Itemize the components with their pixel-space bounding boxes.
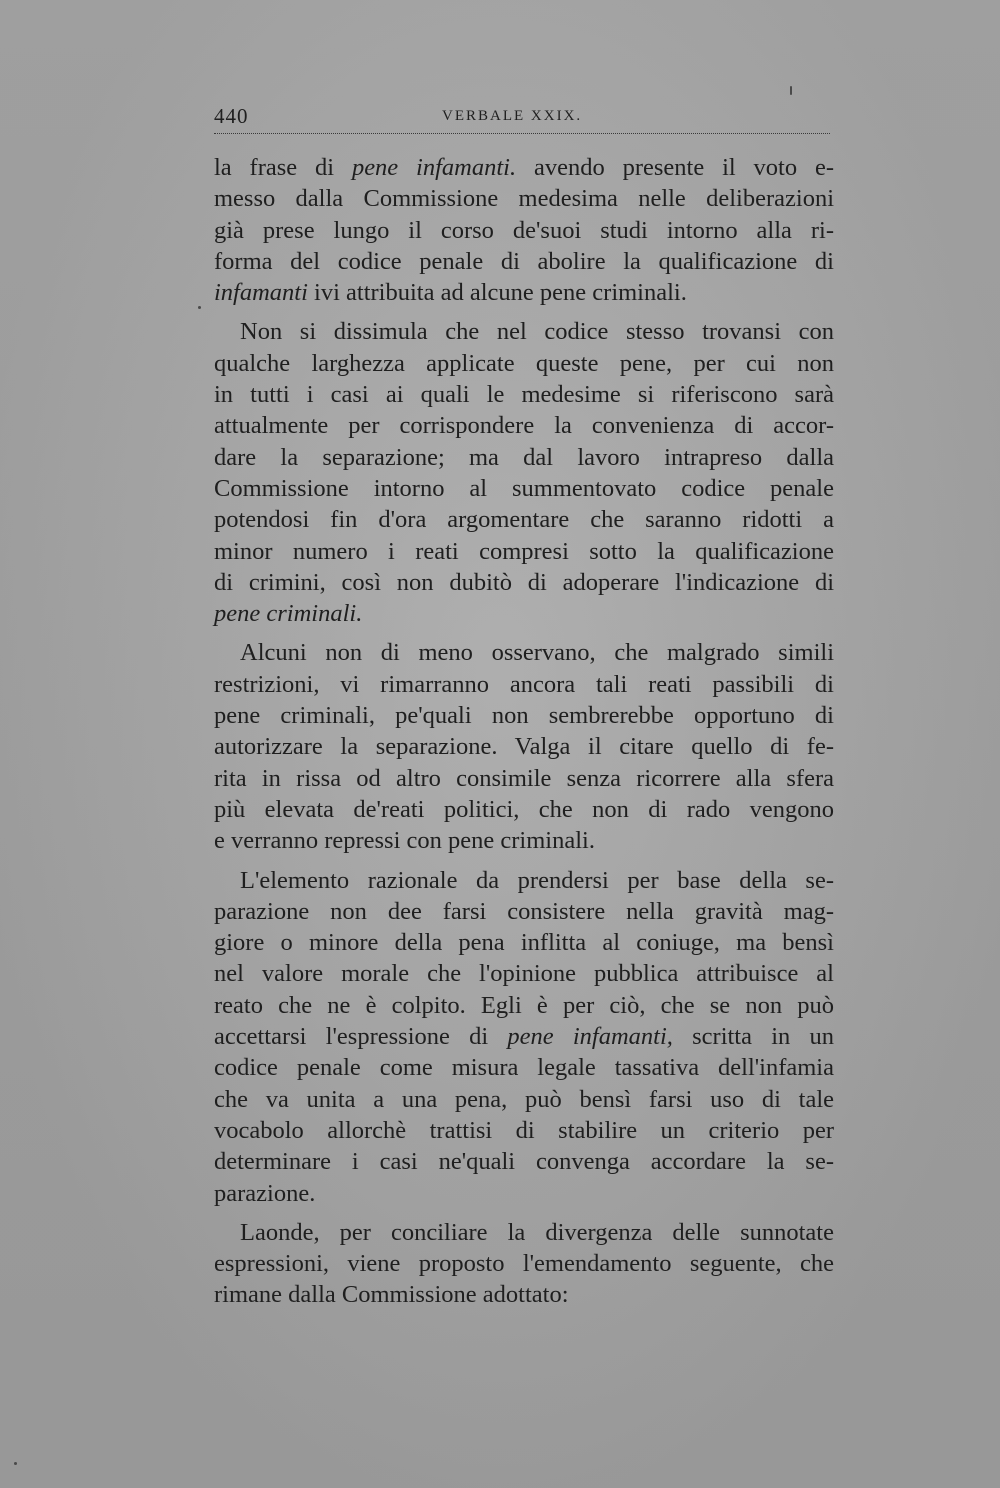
- text-run: minor numero i reati compresi sotto la qualificazione: [214, 537, 834, 565]
- text-run: e verranno repressi con pene criminali.: [214, 827, 595, 855]
- text-run: avendo presente il voto e-: [516, 154, 835, 181]
- page-number: 440: [214, 104, 249, 128]
- text-line: [214, 896, 834, 927]
- text-line: [214, 1021, 834, 1052]
- text-line: [214, 473, 834, 504]
- text-line: [214, 1146, 834, 1177]
- paragraph: [214, 152, 834, 308]
- text-line: [214, 958, 834, 989]
- text-run: giore o minore della pena inflitta al coniuge, ma bensì: [214, 929, 834, 957]
- text-run: potendosi fin d'ora argomentare che saranno ridotti a: [214, 506, 834, 534]
- paper-speck: [790, 86, 792, 95]
- text-line: [214, 348, 834, 379]
- text-run: Laonde, per conciliare la divergenza delle sunnotate: [240, 1218, 834, 1246]
- text-line: [214, 1115, 834, 1146]
- text-run: espressioni, viene proposto l'emendamento seguente, che: [214, 1250, 834, 1278]
- text-run: reato che ne è colpito. Egli è per ciò, che se non può: [214, 991, 834, 1019]
- paragraph-gap: [214, 1209, 834, 1217]
- text-line: [214, 1178, 834, 1209]
- text-line: [214, 637, 834, 668]
- paper-speck: [14, 1462, 17, 1465]
- text-line: [214, 536, 834, 567]
- text-run: più elevata de'reati politici, che non di rado vengono: [214, 795, 834, 823]
- text-run: già prese lungo il corso de'suoi studi intorno alla ri-: [214, 216, 834, 244]
- text-run: pene criminali, pe'quali non sembrerebbe opportuno di: [214, 702, 834, 730]
- text-run: che va unita a una pena, può bensì farsi uso di tale: [214, 1085, 834, 1113]
- body-text: [214, 152, 834, 1311]
- italic-run: pene infamanti,: [507, 1023, 673, 1051]
- running-title: VERBALE XXIX.: [442, 108, 583, 124]
- text-run: Commissione intorno al summentovato codice penale: [214, 474, 834, 502]
- text-line: [214, 1279, 834, 1310]
- text-run: qualche larghezza applicate queste pene, per cui non: [214, 349, 834, 377]
- paragraph: [214, 1217, 834, 1311]
- paper-speck: [198, 306, 201, 309]
- text-line: [214, 215, 834, 246]
- text-run: la frase di: [214, 154, 352, 181]
- text-line: [214, 731, 834, 762]
- text-line: [214, 1084, 834, 1115]
- text-run: accettarsi l'espressione di: [214, 1023, 508, 1051]
- text-line: [214, 598, 834, 629]
- page-header: [214, 104, 830, 132]
- text-line: [214, 379, 834, 410]
- text-line: [214, 183, 834, 214]
- text-run: di crimini, così non dubitò di adoperare l'indicazione di: [214, 568, 834, 596]
- italic-run: pene infamanti.: [351, 154, 517, 181]
- text-run: dare la separazione; ma dal lavoro intrapreso dalla: [214, 443, 834, 471]
- text-run: attualmente per corrispondere la convenienza di accor-: [214, 412, 834, 440]
- paragraph: [214, 637, 834, 856]
- text-line: [214, 669, 834, 700]
- text-run: messo dalla Commissione medesima nelle deliberazioni: [214, 185, 834, 213]
- paragraph: [214, 865, 834, 1209]
- text-run: vocabolo allorchè trattisi di stabilire un criterio per: [214, 1116, 834, 1144]
- text-line: [214, 865, 834, 896]
- text-line: [214, 1248, 834, 1279]
- text-run: parazione non dee farsi consistere nella gravità mag-: [214, 897, 834, 925]
- text-line: [214, 927, 834, 958]
- text-run: autorizzare la separazione. Valga il citare quello di fe-: [214, 733, 834, 761]
- italic-run: pene criminali.: [214, 600, 363, 628]
- text-line: [214, 700, 834, 731]
- text-line: [214, 442, 834, 473]
- text-run: nel valore morale che l'opinione pubblica attribuisce al: [214, 960, 834, 988]
- paragraph: [214, 316, 834, 629]
- text-run: rimane dalla Commissione adottato:: [214, 1281, 569, 1309]
- text-run: L'elemento razionale da prendersi per base della se-: [240, 866, 834, 894]
- text-run: parazione.: [214, 1179, 316, 1207]
- text-run: forma del codice penale di abolire la qualificazione di: [214, 247, 834, 275]
- text-run: in tutti i casi ai quali le medesime si riferiscono sarà: [214, 381, 834, 409]
- paragraph-gap: [214, 629, 834, 637]
- italic-run: infamanti: [214, 279, 308, 307]
- text-line: [214, 990, 834, 1021]
- text-run: codice penale come misura legale tassativa dell'infamia: [214, 1054, 834, 1082]
- text-line: [214, 1217, 834, 1248]
- text-line: [214, 316, 834, 347]
- text-run: scritta in un: [672, 1023, 834, 1051]
- text-line: [214, 763, 834, 794]
- text-run: rita in rissa od altro consimile senza ricorrere alla sfera: [214, 764, 834, 792]
- text-run: restrizioni, vi rimarranno ancora tali reati passibili di: [214, 670, 834, 698]
- text-line: [214, 277, 834, 308]
- header-rule: [214, 133, 830, 134]
- text-line: [214, 504, 834, 535]
- text-line: [214, 152, 834, 183]
- text-line: [214, 794, 834, 825]
- text-line: [214, 825, 834, 856]
- paragraph-gap: [214, 308, 834, 316]
- text-line: [214, 1052, 834, 1083]
- text-line: [214, 246, 834, 277]
- text-run: determinare i casi ne'quali convenga accordare la se-: [214, 1148, 834, 1176]
- text-line: [214, 567, 834, 598]
- text-run: ivi attribuita ad alcune pene criminali.: [307, 279, 687, 307]
- text-run: Non si dissimula che nel codice stesso trovansi con: [240, 318, 834, 346]
- text-run: Alcuni non di meno osservano, che malgrado simili: [240, 639, 834, 667]
- paragraph-gap: [214, 857, 834, 865]
- text-line: [214, 410, 834, 441]
